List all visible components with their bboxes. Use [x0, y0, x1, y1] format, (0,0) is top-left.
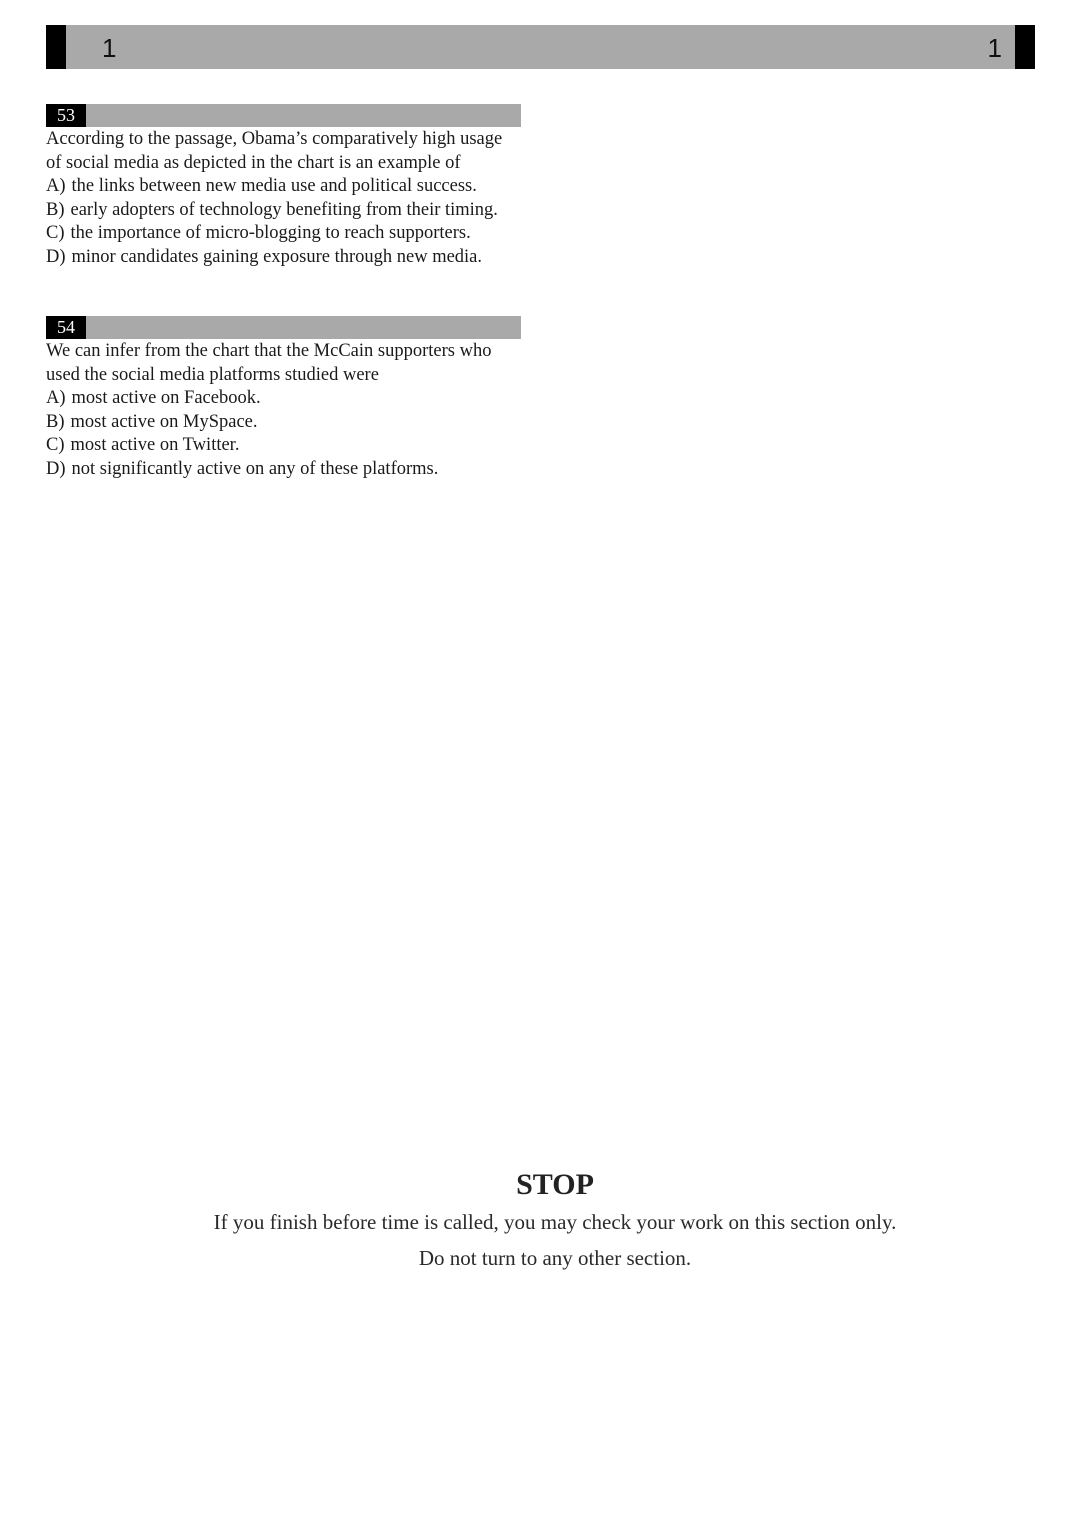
- answer-option-a[interactable]: [46, 175, 566, 199]
- answer-option-d[interactable]: [46, 246, 566, 270]
- option-text: not significantly active on any of these platforms.: [71, 458, 439, 479]
- answer-option-a[interactable]: [46, 387, 566, 411]
- answer-option-b[interactable]: [46, 199, 566, 223]
- option-text: early adopters of technology benefiting from their timing.: [70, 199, 498, 220]
- answer-option-c[interactable]: [46, 222, 566, 246]
- question-54: [46, 316, 566, 482]
- answer-option-b[interactable]: [46, 411, 566, 435]
- header-marker-right: [1015, 25, 1035, 69]
- option-letter: C): [46, 223, 65, 244]
- stop-instruction-line-1: If you finish before time is called, you may check your work on this section only.: [213, 1210, 897, 1234]
- stop-notice: [0, 1166, 1080, 1276]
- option-letter: A): [46, 176, 66, 197]
- section-number-left: 1: [102, 33, 117, 63]
- option-text: minor candidates gaining exposure through new media.: [71, 246, 483, 267]
- option-text: the links between new media use and political success.: [71, 176, 477, 197]
- option-text: most active on Facebook.: [71, 388, 261, 409]
- option-letter: B): [46, 411, 65, 432]
- question-number: 54: [46, 316, 86, 339]
- question-53: [46, 104, 566, 270]
- question-number: 53: [46, 104, 86, 127]
- question-stem-line: used the social media platforms studied were: [46, 364, 379, 385]
- option-letter: B): [46, 199, 65, 220]
- stop-title: STOP: [516, 1168, 594, 1201]
- question-stem-line: of social media as depicted in the chart is an example of: [46, 152, 461, 173]
- header-marker-left: [46, 25, 66, 69]
- option-letter: C): [46, 435, 65, 456]
- option-text: the importance of micro-blogging to reach supporters.: [70, 223, 471, 244]
- option-text: most active on Twitter.: [70, 435, 240, 456]
- answer-option-d[interactable]: [46, 458, 566, 482]
- section-header-bar: [46, 25, 1035, 69]
- stop-instruction-line-2: Do not turn to any other section.: [418, 1246, 692, 1270]
- section-number-right: 1: [987, 33, 1002, 63]
- option-letter: D): [46, 246, 66, 267]
- answer-option-c[interactable]: [46, 434, 566, 458]
- option-letter: D): [46, 458, 66, 479]
- option-text: most active on MySpace.: [70, 411, 258, 432]
- question-number-bar: [46, 104, 521, 127]
- question-stem-line: We can infer from the chart that the McCain supporters who: [46, 341, 492, 361]
- option-letter: A): [46, 388, 66, 409]
- question-stem-line: According to the passage, Obama’s comparatively high usage: [46, 129, 503, 149]
- question-number-bar: [46, 316, 521, 339]
